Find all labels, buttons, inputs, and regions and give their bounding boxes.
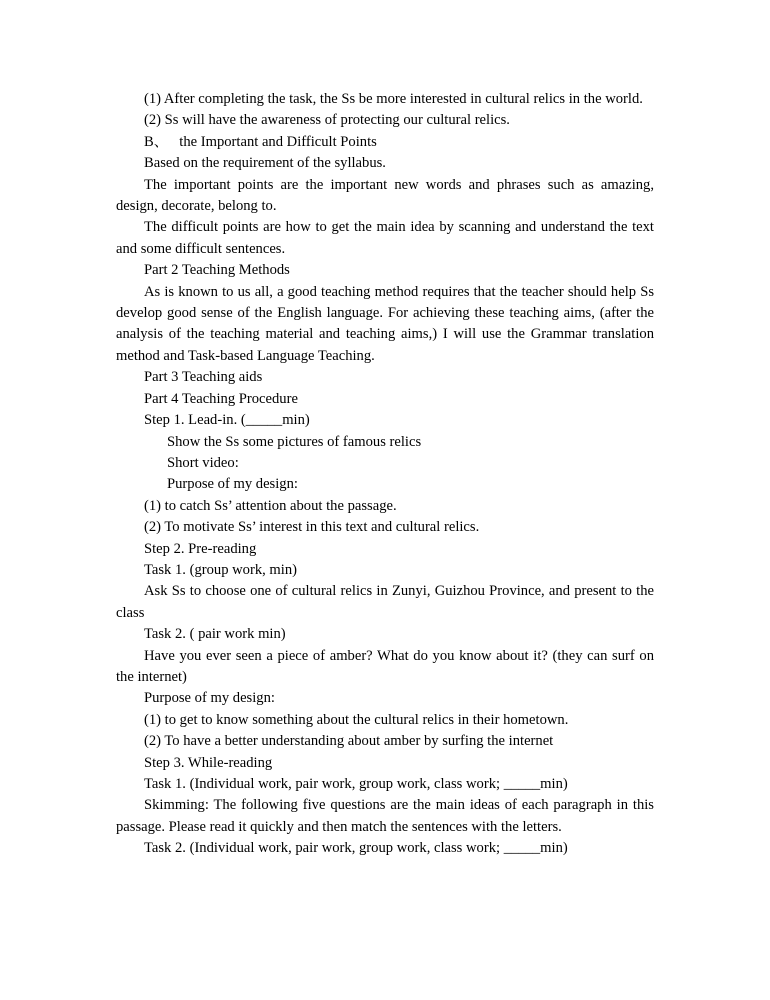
paragraph: Have you ever seen a piece of amber? What do you know about it? (they can surf on the internet) bbox=[116, 647, 654, 685]
paragraph: (1) to catch Ss’ attention about the passage. bbox=[144, 497, 397, 514]
paragraph: (1) After completing the task, the Ss be more interested in cultural relics in the world. bbox=[144, 91, 643, 107]
document-body bbox=[116, 89, 654, 860]
paragraph: (2) Ss will have the awareness of protecting our cultural relics. bbox=[144, 112, 510, 129]
paragraph: The difficult points are how to get the main idea by scanning and understand the text and some difficult sentences. bbox=[116, 219, 654, 257]
paragraph: (1) to get to know something about the cultural relics in their hometown. bbox=[144, 711, 569, 728]
paragraph: Task 1. (group work, min) bbox=[144, 561, 297, 578]
paragraph: Task 2. (Individual work, pair work, group work, class work; _____min) bbox=[144, 840, 568, 857]
paragraph: Task 1. (Individual work, pair work, group work, class work; _____min) bbox=[144, 776, 568, 792]
paragraph: Purpose of my design: bbox=[144, 690, 275, 707]
paragraph: As is known to us all, a good teaching method requires that the teacher should help Ss develop good sense of the English language. For achieving these teaching aims, (after the analysis of the teaching material and teaching aims,) I will use the Grammar translation method and Task-based Language Teaching. bbox=[116, 283, 654, 364]
paragraph: Part 2 Teaching Methods bbox=[144, 262, 290, 279]
paragraph: Purpose of my design: bbox=[167, 476, 298, 493]
paragraph: Part 3 Teaching aids bbox=[144, 369, 263, 386]
paragraph: Task 2. ( pair work min) bbox=[144, 626, 286, 643]
paragraph: Step 1. Lead-in. (_____min) bbox=[144, 412, 310, 429]
paragraph: Based on the requirement of the syllabus. bbox=[144, 155, 386, 172]
section-heading: B、 the Important and Difficult Points bbox=[144, 133, 377, 150]
paragraph: (2) To motivate Ss’ interest in this text and cultural relics. bbox=[144, 519, 480, 536]
paragraph: Step 2. Pre-reading bbox=[144, 540, 257, 557]
paragraph: Short video: bbox=[167, 454, 239, 471]
paragraph: Step 3. While-reading bbox=[144, 754, 273, 771]
paragraph: (2) To have a better understanding about amber by surfing the internet bbox=[144, 733, 554, 750]
paragraph: The important points are the important new words and phrases such as amazing, design, decorate, belong to. bbox=[116, 176, 654, 215]
paragraph: Ask Ss to choose one of cultural relics in Zunyi, Guizhou Province, and present to the class bbox=[116, 583, 654, 621]
paragraph: Part 4 Teaching Procedure bbox=[144, 390, 298, 407]
paragraph: Show the Ss some pictures of famous relics bbox=[167, 433, 422, 450]
paragraph: Skimming: The following five questions are the main ideas of each paragraph in this passage. Please read it quickly and then match the sentences with the letters. bbox=[116, 797, 654, 835]
